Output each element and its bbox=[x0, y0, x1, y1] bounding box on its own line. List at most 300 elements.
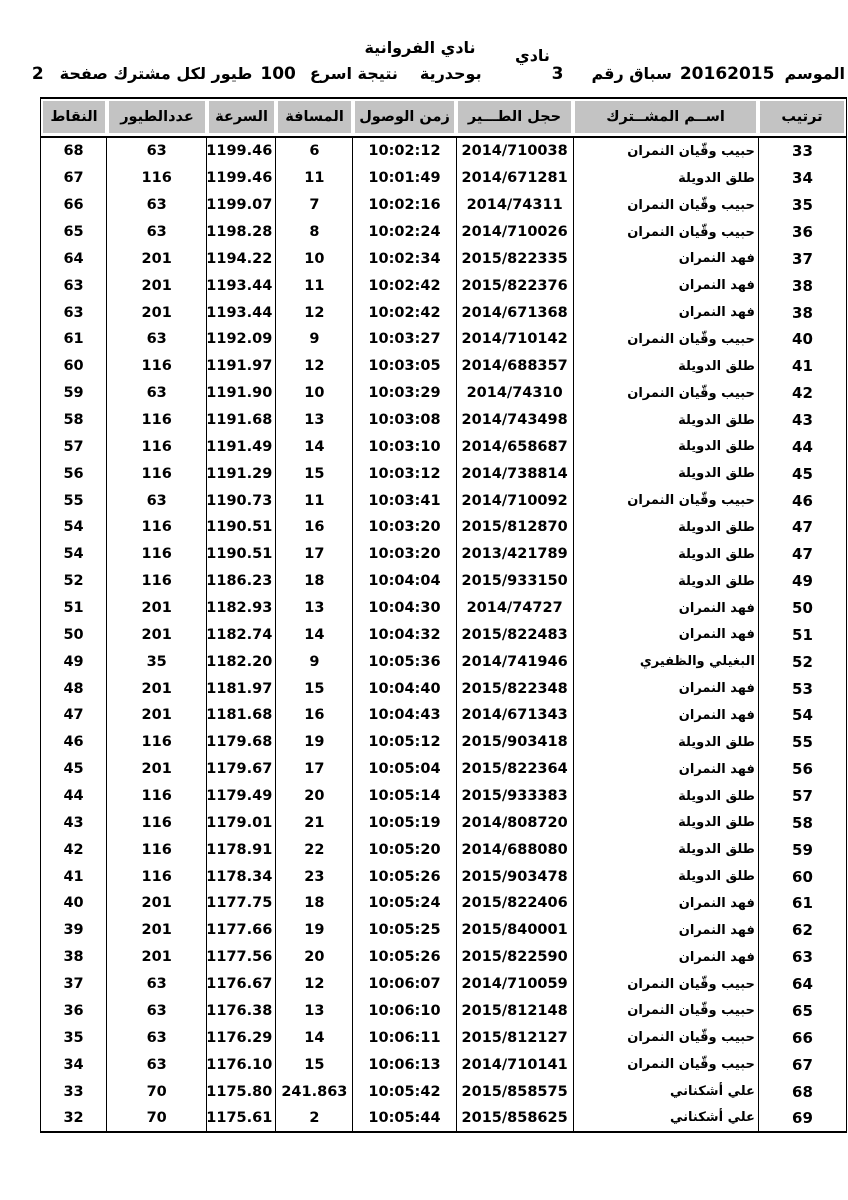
table-cell: 116 bbox=[107, 460, 207, 487]
table-row bbox=[41, 675, 847, 702]
table-row bbox=[41, 648, 847, 675]
table-cell: 1191.97 bbox=[207, 353, 276, 380]
table-cell: طلق الدويلة bbox=[573, 568, 758, 595]
table-cell: 1199.46 bbox=[207, 138, 276, 165]
table-cell: 2015/858625 bbox=[456, 1105, 573, 1132]
table-cell: 10:04:32 bbox=[353, 621, 456, 648]
table-cell: 2014/671343 bbox=[456, 702, 573, 729]
table-cell: البغيلي والظفيري bbox=[573, 648, 758, 675]
table-cell: 61 bbox=[792, 894, 813, 913]
table-cell: حبيب وقّيان النمران bbox=[573, 326, 758, 353]
table-cell: 116 bbox=[107, 729, 207, 756]
table-cell: 56 bbox=[41, 460, 107, 487]
table-row bbox=[41, 1024, 847, 1051]
table-row bbox=[41, 729, 847, 756]
table-cell: 11 bbox=[276, 165, 353, 192]
table-cell: 10:05:14 bbox=[353, 783, 456, 810]
table-row bbox=[41, 971, 847, 998]
table-cell: 1178.34 bbox=[207, 863, 276, 890]
table-cell: 58 bbox=[41, 407, 107, 434]
table-cell: 62 bbox=[792, 921, 813, 940]
table-cell: 201 bbox=[107, 245, 207, 272]
table-cell: 19 bbox=[276, 729, 353, 756]
header-arrival: زمن الوصول bbox=[355, 101, 454, 133]
table-cell: 2015/822590 bbox=[456, 944, 573, 971]
table-row bbox=[41, 353, 847, 380]
table-cell: 10:05:20 bbox=[353, 836, 456, 863]
table-cell: 39 bbox=[41, 917, 107, 944]
table-cell: 56 bbox=[792, 760, 813, 779]
table-cell: 55 bbox=[41, 487, 107, 514]
table-cell: 47 bbox=[792, 545, 813, 564]
table-cell: 2014/738814 bbox=[456, 460, 573, 487]
table-row bbox=[41, 380, 847, 407]
table-cell: فهد النمران bbox=[573, 917, 758, 944]
table-cell: 46 bbox=[41, 729, 107, 756]
table-cell: 42 bbox=[41, 836, 107, 863]
table-cell: 116 bbox=[107, 783, 207, 810]
table-cell: 10:06:10 bbox=[353, 998, 456, 1025]
table-cell: 2014/710141 bbox=[456, 1051, 573, 1078]
table-cell: 63 bbox=[107, 219, 207, 246]
table-cell: 10:04:30 bbox=[353, 595, 456, 622]
table-cell: 1186.23 bbox=[207, 568, 276, 595]
table-cell: 60 bbox=[41, 353, 107, 380]
table-cell: 10:05:12 bbox=[353, 729, 456, 756]
table-row bbox=[41, 783, 847, 810]
table-cell: 33 bbox=[792, 142, 813, 161]
table-cell: 1176.29 bbox=[207, 1024, 276, 1051]
table-row bbox=[41, 595, 847, 622]
table-cell: 1179.67 bbox=[207, 756, 276, 783]
table-cell: 10:04:04 bbox=[353, 568, 456, 595]
table-cell: 116 bbox=[107, 568, 207, 595]
table-cell: 2015/933150 bbox=[456, 568, 573, 595]
table-cell: 2014/671368 bbox=[456, 299, 573, 326]
table-cell: 10:05:04 bbox=[353, 756, 456, 783]
table-cell: 12 bbox=[276, 971, 353, 998]
table-row bbox=[41, 702, 847, 729]
table-cell: فهد النمران bbox=[573, 272, 758, 299]
table-cell: 1177.56 bbox=[207, 944, 276, 971]
table-cell: 9 bbox=[276, 648, 353, 675]
table-cell: 45 bbox=[41, 756, 107, 783]
table-row bbox=[41, 487, 847, 514]
table-cell: 54 bbox=[41, 514, 107, 541]
table-cell: 1175.61 bbox=[207, 1105, 276, 1132]
table-cell: 67 bbox=[41, 165, 107, 192]
table-cell: 2014/688080 bbox=[456, 836, 573, 863]
table-cell: 1194.22 bbox=[207, 245, 276, 272]
table-cell: 201 bbox=[107, 702, 207, 729]
table-cell: 57 bbox=[792, 787, 813, 806]
table-cell: 17 bbox=[276, 541, 353, 568]
table-row bbox=[41, 944, 847, 971]
table-cell: 18 bbox=[276, 568, 353, 595]
table-cell: 2014/710026 bbox=[456, 219, 573, 246]
table-cell: 2014/74310 bbox=[456, 380, 573, 407]
table-cell: علي أشكناني bbox=[573, 1105, 758, 1132]
table-cell: 63 bbox=[107, 1051, 207, 1078]
table-cell: 201 bbox=[107, 621, 207, 648]
table-cell: 1178.91 bbox=[207, 836, 276, 863]
table-cell: 69 bbox=[792, 1108, 813, 1127]
table-cell: 51 bbox=[792, 625, 813, 644]
table-row bbox=[41, 192, 847, 219]
table-cell: 2015/812870 bbox=[456, 514, 573, 541]
table-cell: 47 bbox=[41, 702, 107, 729]
table-cell: 201 bbox=[107, 595, 207, 622]
table-row bbox=[41, 998, 847, 1025]
table-row bbox=[41, 514, 847, 541]
table-cell: 52 bbox=[41, 568, 107, 595]
race-name: بوحدرية bbox=[419, 64, 482, 83]
table-cell: فهد النمران bbox=[573, 675, 758, 702]
table-row bbox=[41, 621, 847, 648]
table-cell: 1176.38 bbox=[207, 998, 276, 1025]
table-cell: 2014/743498 bbox=[456, 407, 573, 434]
table-cell: 2015/933383 bbox=[456, 783, 573, 810]
table-cell: 10:03:10 bbox=[353, 433, 456, 460]
table-cell: 63 bbox=[792, 948, 813, 967]
table-header-row bbox=[40, 97, 847, 138]
table-cell: 10 bbox=[276, 245, 353, 272]
table-cell: 1176.67 bbox=[207, 971, 276, 998]
table-cell: طلق الدويلة bbox=[573, 729, 758, 756]
header-name: اســم المشــترك bbox=[575, 101, 756, 133]
table-cell: 1181.97 bbox=[207, 675, 276, 702]
table-cell: 10:05:19 bbox=[353, 809, 456, 836]
table-cell: طلق الدويلة bbox=[573, 783, 758, 810]
table-cell: فهد النمران bbox=[573, 299, 758, 326]
table-cell: 10:03:20 bbox=[353, 514, 456, 541]
table-cell: 66 bbox=[792, 1028, 813, 1047]
table-row bbox=[41, 407, 847, 434]
table-cell: 52 bbox=[792, 652, 813, 671]
table-cell: 59 bbox=[41, 380, 107, 407]
table-cell: طلق الدويلة bbox=[573, 514, 758, 541]
table-cell: 1182.93 bbox=[207, 595, 276, 622]
table-row bbox=[41, 138, 847, 165]
table-cell: طلق الدويلة bbox=[573, 809, 758, 836]
table-row bbox=[41, 890, 847, 917]
table-cell: 2015/822376 bbox=[456, 272, 573, 299]
table-cell: 64 bbox=[792, 975, 813, 994]
table-cell: 63 bbox=[107, 487, 207, 514]
table-cell: 18 bbox=[276, 890, 353, 917]
table-cell: 41 bbox=[792, 357, 813, 376]
table-cell: 20 bbox=[276, 783, 353, 810]
table-cell: 2015/822364 bbox=[456, 756, 573, 783]
table-cell: 1175.80 bbox=[207, 1078, 276, 1105]
table-cell: حبيب وقّيان النمران bbox=[573, 487, 758, 514]
table-row bbox=[41, 165, 847, 192]
table-cell: 116 bbox=[107, 863, 207, 890]
table-cell: 201 bbox=[107, 917, 207, 944]
table-row bbox=[41, 568, 847, 595]
club-title: نادي الفروانية bbox=[364, 38, 476, 57]
table-cell: 32 bbox=[41, 1105, 107, 1132]
table-cell: 35 bbox=[792, 196, 813, 215]
table-cell: 1193.44 bbox=[207, 272, 276, 299]
table-cell: 67 bbox=[792, 1055, 813, 1074]
season-value: 20162015 bbox=[679, 64, 775, 84]
table-cell: 6 bbox=[276, 138, 353, 165]
table-cell: 40 bbox=[41, 890, 107, 917]
table-cell: 61 bbox=[41, 326, 107, 353]
table-cell: 66 bbox=[41, 192, 107, 219]
header-points: النقاط bbox=[43, 101, 105, 133]
table-cell: 59 bbox=[792, 840, 813, 859]
table-cell: 1179.01 bbox=[207, 809, 276, 836]
table-cell: فهد النمران bbox=[573, 890, 758, 917]
table-cell: 2014/741946 bbox=[456, 648, 573, 675]
table-cell: 63 bbox=[107, 971, 207, 998]
table-cell: 12 bbox=[276, 353, 353, 380]
table-cell: 10:02:42 bbox=[353, 299, 456, 326]
page-number: 2 bbox=[31, 64, 44, 84]
table-cell: 2015/822483 bbox=[456, 621, 573, 648]
table-cell: 1199.07 bbox=[207, 192, 276, 219]
table-cell: 10:04:40 bbox=[353, 675, 456, 702]
table-cell: 70 bbox=[107, 1105, 207, 1132]
table-cell: 63 bbox=[107, 998, 207, 1025]
table-cell: 53 bbox=[792, 679, 813, 698]
table-cell: 36 bbox=[41, 998, 107, 1025]
table-cell: 1191.68 bbox=[207, 407, 276, 434]
table-cell: 63 bbox=[107, 1024, 207, 1051]
table-cell: 10:05:25 bbox=[353, 917, 456, 944]
table-cell: 37 bbox=[41, 971, 107, 998]
table-cell: 49 bbox=[792, 572, 813, 591]
season-label: الموسم bbox=[784, 64, 845, 83]
table-cell: 45 bbox=[792, 464, 813, 483]
table-cell: 57 bbox=[41, 433, 107, 460]
table-cell: 11 bbox=[276, 487, 353, 514]
table-cell: 10:02:12 bbox=[353, 138, 456, 165]
table-cell: 2014/710142 bbox=[456, 326, 573, 353]
table-cell: 38 bbox=[792, 303, 813, 322]
table-cell: 64 bbox=[41, 245, 107, 272]
table-cell: 10:06:13 bbox=[353, 1051, 456, 1078]
table-cell: 10:03:41 bbox=[353, 487, 456, 514]
table-cell: حبيب وقّيان النمران bbox=[573, 998, 758, 1025]
result-label: نتيجة اسرع bbox=[309, 64, 398, 83]
table-cell: طلق الدويلة bbox=[573, 165, 758, 192]
info-line bbox=[0, 64, 845, 84]
table-cell: 60 bbox=[792, 867, 813, 886]
table-cell: 2015/858575 bbox=[456, 1078, 573, 1105]
table-cell: فهد النمران bbox=[573, 621, 758, 648]
table-cell: 2014/688357 bbox=[456, 353, 573, 380]
table-cell: 10:06:07 bbox=[353, 971, 456, 998]
table-cell: 43 bbox=[792, 411, 813, 430]
table-cell: 23 bbox=[276, 863, 353, 890]
table-cell: 1198.28 bbox=[207, 219, 276, 246]
table-row bbox=[41, 1078, 847, 1105]
table-cell: علي أشكناني bbox=[573, 1078, 758, 1105]
table-cell: طلق الدويلة bbox=[573, 353, 758, 380]
header-ring: حجل الطـــير bbox=[458, 101, 571, 133]
table-cell: 55 bbox=[792, 733, 813, 752]
header-speed: السرعة bbox=[209, 101, 274, 133]
table-cell: 10:05:42 bbox=[353, 1078, 456, 1105]
table-row bbox=[41, 299, 847, 326]
table-cell: 10:03:12 bbox=[353, 460, 456, 487]
table-cell: 10:03:27 bbox=[353, 326, 456, 353]
table-cell: 35 bbox=[107, 648, 207, 675]
table-row bbox=[41, 917, 847, 944]
table-cell: 43 bbox=[41, 809, 107, 836]
results-table bbox=[40, 97, 847, 1133]
table-cell: حبيب وقّيان النمران bbox=[573, 380, 758, 407]
table-cell: 2014/658687 bbox=[456, 433, 573, 460]
table-row bbox=[41, 433, 847, 460]
table-cell: 65 bbox=[41, 219, 107, 246]
header-distance: المسافة bbox=[278, 101, 351, 133]
table-cell: 10:05:44 bbox=[353, 1105, 456, 1132]
table-cell: حبيب وقّيان النمران bbox=[573, 219, 758, 246]
table-cell: 38 bbox=[792, 276, 813, 295]
table-cell: 201 bbox=[107, 890, 207, 917]
table-cell: 116 bbox=[107, 353, 207, 380]
table-cell: 2015/822406 bbox=[456, 890, 573, 917]
table-cell: 2014/808720 bbox=[456, 809, 573, 836]
table-cell: طلق الدويلة bbox=[573, 836, 758, 863]
table-cell: 44 bbox=[41, 783, 107, 810]
table-cell: 2013/421789 bbox=[456, 541, 573, 568]
table-cell: 116 bbox=[107, 541, 207, 568]
table-cell: 2014/74727 bbox=[456, 595, 573, 622]
table-cell: 15 bbox=[276, 675, 353, 702]
table-cell: حبيب وقّيان النمران bbox=[573, 192, 758, 219]
table-cell: 47 bbox=[792, 518, 813, 537]
table-cell: 38 bbox=[41, 944, 107, 971]
table-cell: 34 bbox=[41, 1051, 107, 1078]
table-cell: 201 bbox=[107, 944, 207, 971]
table-cell: 10:02:34 bbox=[353, 245, 456, 272]
table-row bbox=[41, 756, 847, 783]
table-cell: طلق الدويلة bbox=[573, 863, 758, 890]
table-row bbox=[41, 245, 847, 272]
table-cell: 13 bbox=[276, 407, 353, 434]
table-cell: 241.863 bbox=[276, 1078, 353, 1105]
table-cell: 63 bbox=[41, 299, 107, 326]
table-cell: 1179.49 bbox=[207, 783, 276, 810]
table-cell: 10:03:05 bbox=[353, 353, 456, 380]
table-cell: 58 bbox=[792, 813, 813, 832]
table-cell: 40 bbox=[792, 330, 813, 349]
table-row bbox=[41, 326, 847, 353]
table-cell: 42 bbox=[792, 384, 813, 403]
table-cell: 1181.68 bbox=[207, 702, 276, 729]
table-cell: 116 bbox=[107, 165, 207, 192]
table-cell: 21 bbox=[276, 809, 353, 836]
table-cell: حبيب وقّيان النمران bbox=[573, 1024, 758, 1051]
table-cell: 1177.75 bbox=[207, 890, 276, 917]
table-cell: 63 bbox=[107, 380, 207, 407]
race-label: سباق رقم bbox=[591, 64, 672, 83]
table-cell: 37 bbox=[792, 249, 813, 268]
table-cell: حبيب وقّيان النمران bbox=[573, 138, 758, 165]
table-cell: 1192.09 bbox=[207, 326, 276, 353]
table-cell: 116 bbox=[107, 433, 207, 460]
table-cell: 1182.74 bbox=[207, 621, 276, 648]
table-row bbox=[41, 809, 847, 836]
table-cell: طلق الدويلة bbox=[573, 460, 758, 487]
table-cell: 9 bbox=[276, 326, 353, 353]
table-cell: 116 bbox=[107, 836, 207, 863]
table-cell: طلق الدويلة bbox=[573, 407, 758, 434]
table-cell: 11 bbox=[276, 272, 353, 299]
table-cell: 12 bbox=[276, 299, 353, 326]
table-cell: 2015/822348 bbox=[456, 675, 573, 702]
table-cell: 1190.51 bbox=[207, 514, 276, 541]
table-cell: 65 bbox=[792, 1001, 813, 1020]
table-row bbox=[41, 541, 847, 568]
table-cell: 63 bbox=[41, 272, 107, 299]
table-cell: 1176.10 bbox=[207, 1051, 276, 1078]
table-cell: 1190.51 bbox=[207, 541, 276, 568]
table-cell: 201 bbox=[107, 675, 207, 702]
table-cell: 1177.66 bbox=[207, 917, 276, 944]
table-cell: 10:05:36 bbox=[353, 648, 456, 675]
table-cell: طلق الدويلة bbox=[573, 433, 758, 460]
table-row bbox=[41, 272, 847, 299]
table-cell: 10:01:49 bbox=[353, 165, 456, 192]
table-cell: 1190.73 bbox=[207, 487, 276, 514]
table-cell: 201 bbox=[107, 272, 207, 299]
result-count: 100 bbox=[260, 64, 296, 84]
table-cell: 36 bbox=[792, 223, 813, 241]
table-cell: 1182.20 bbox=[207, 648, 276, 675]
table-cell: 63 bbox=[107, 138, 207, 165]
table-cell: 54 bbox=[41, 541, 107, 568]
table-cell: 50 bbox=[792, 599, 813, 618]
table-cell: فهد النمران bbox=[573, 756, 758, 783]
header-birds: عددالطيور bbox=[109, 101, 205, 133]
table-cell: 201 bbox=[107, 299, 207, 326]
table-cell: 7 bbox=[276, 192, 353, 219]
table-cell: 10:02:42 bbox=[353, 272, 456, 299]
table-cell: 116 bbox=[107, 514, 207, 541]
table-cell: 10:05:26 bbox=[353, 944, 456, 971]
table-cell: 2015/822335 bbox=[456, 245, 573, 272]
club-word: نادي bbox=[515, 46, 550, 65]
table-cell: 16 bbox=[276, 702, 353, 729]
table-cell: 116 bbox=[107, 809, 207, 836]
table-cell: طلق الدويلة bbox=[573, 541, 758, 568]
table-cell: 14 bbox=[276, 433, 353, 460]
table-cell: 35 bbox=[41, 1024, 107, 1051]
table-cell: 1199.46 bbox=[207, 165, 276, 192]
table-cell: حبيب وقّيان النمران bbox=[573, 971, 758, 998]
table-cell: 10:02:16 bbox=[353, 192, 456, 219]
table-cell: 10:02:24 bbox=[353, 219, 456, 246]
table-cell: 1191.90 bbox=[207, 380, 276, 407]
table-cell: 41 bbox=[41, 863, 107, 890]
table-cell: 1179.68 bbox=[207, 729, 276, 756]
header-rank: ترتيب bbox=[760, 101, 844, 133]
table-cell: 2014/671281 bbox=[456, 165, 573, 192]
table-cell: حبيب وقّيان النمران bbox=[573, 1051, 758, 1078]
table-cell: 2015/840001 bbox=[456, 917, 573, 944]
table-cell: فهد النمران bbox=[573, 595, 758, 622]
table-cell: 50 bbox=[41, 621, 107, 648]
table-cell: 14 bbox=[276, 621, 353, 648]
table-cell: 68 bbox=[41, 138, 107, 165]
table-cell: 20 bbox=[276, 944, 353, 971]
